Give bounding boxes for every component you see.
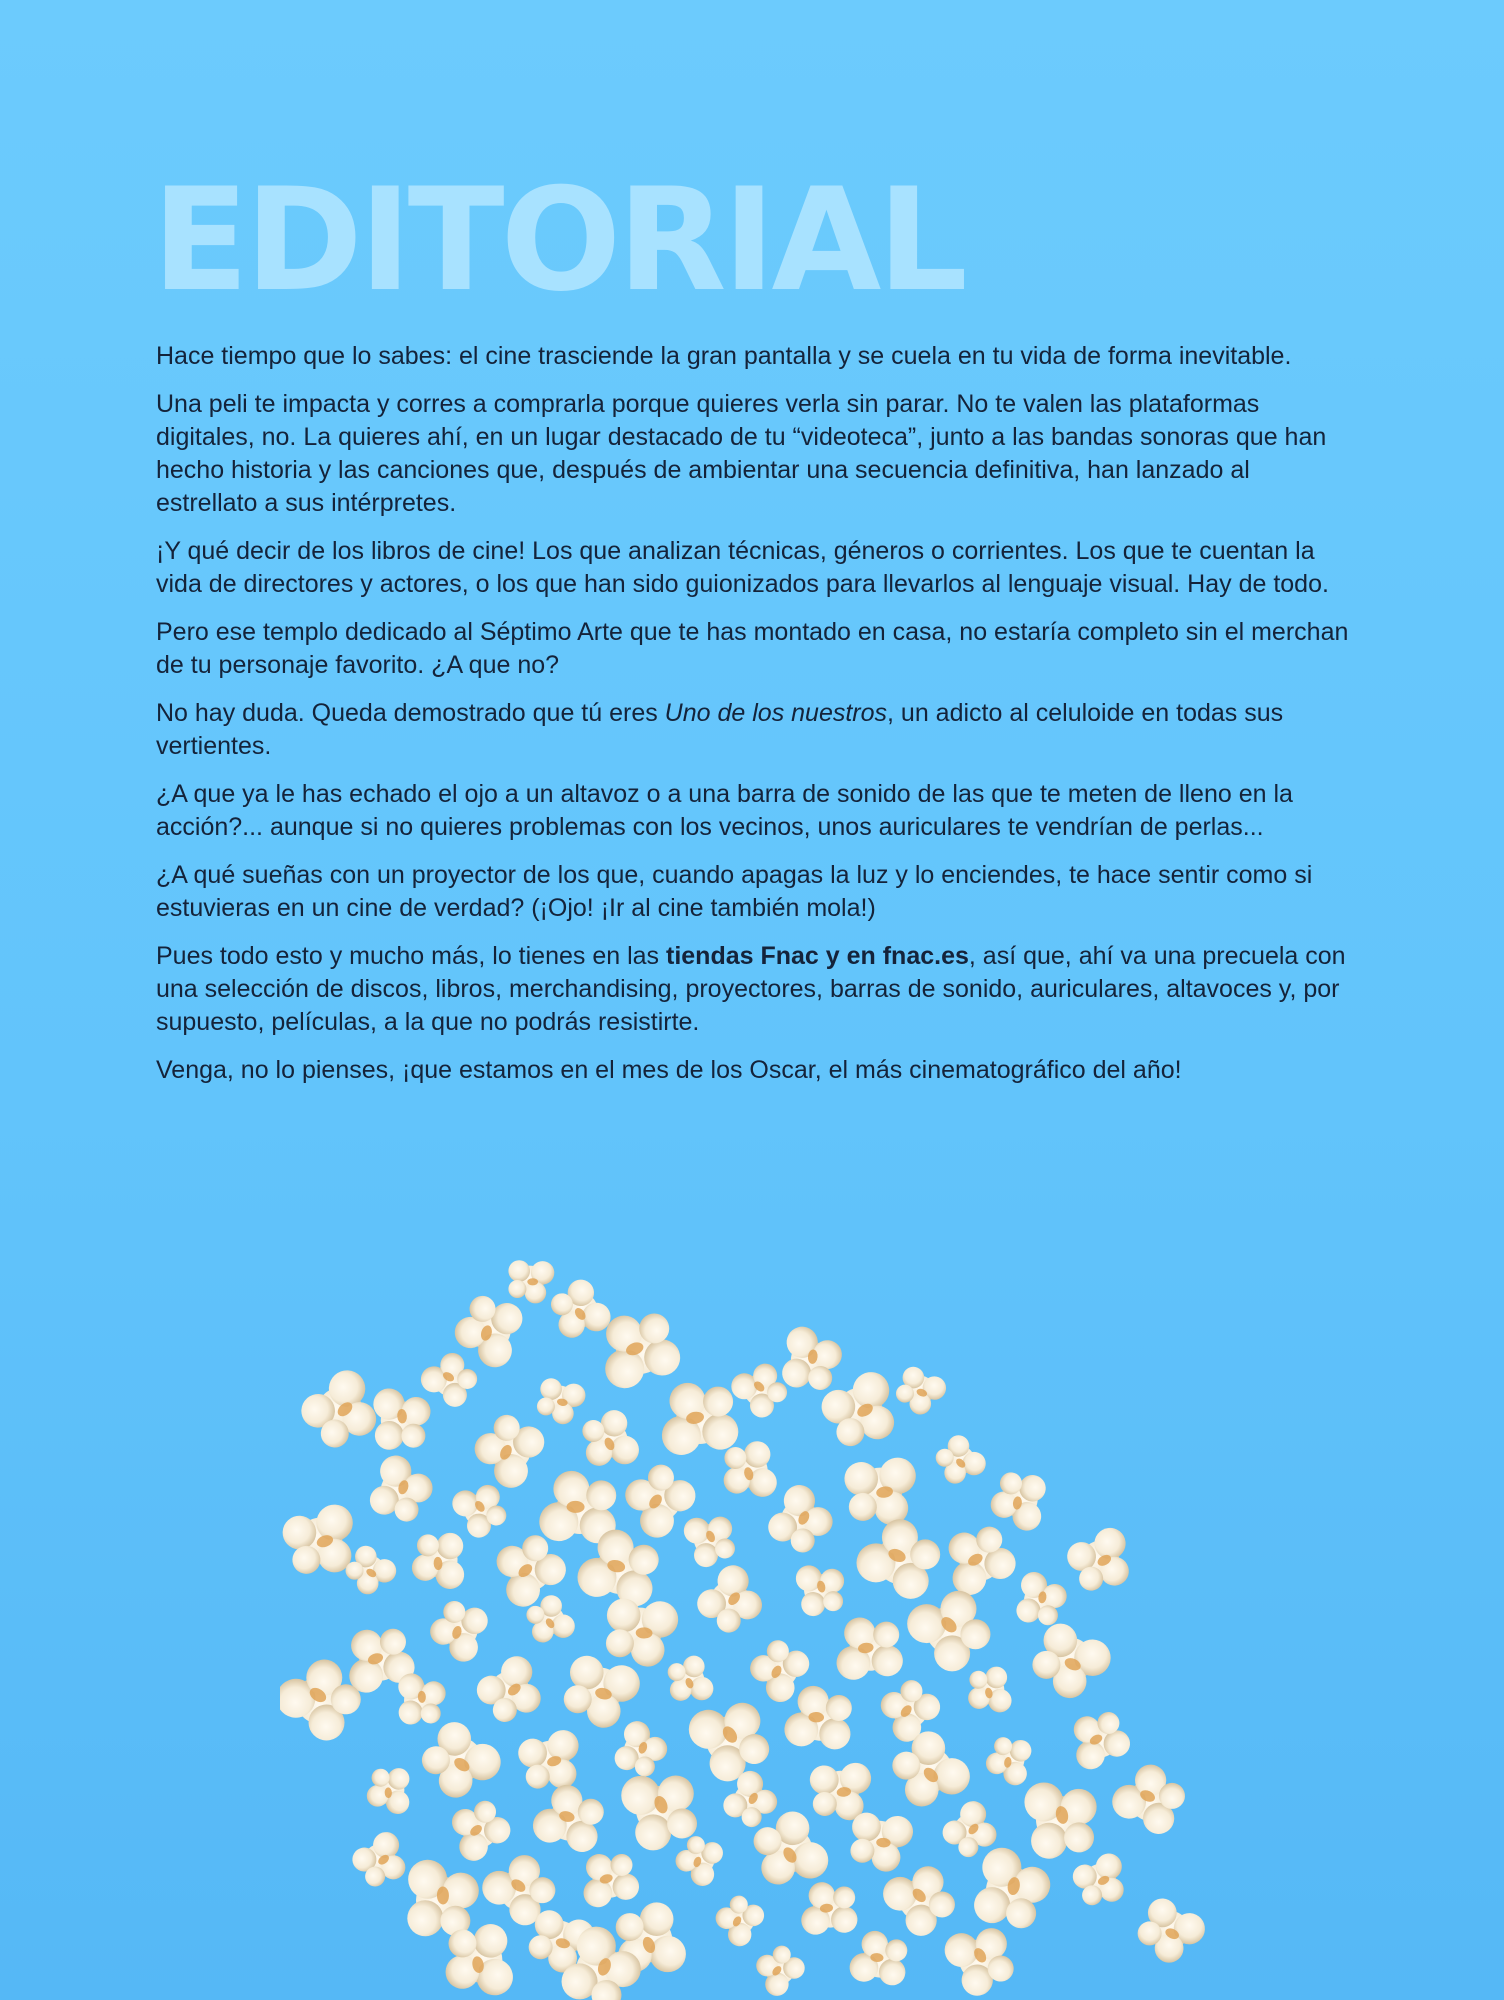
- popcorn-kernel: [464, 1407, 550, 1494]
- popcorn-kernel: [983, 1735, 1033, 1787]
- popcorn-kernel: [534, 1376, 587, 1427]
- popcorn-kernel: [670, 1832, 726, 1890]
- popcorn-kernel: [348, 1826, 418, 1895]
- popcorn-kernel: [725, 1353, 795, 1423]
- popcorn-kernel: [471, 1649, 555, 1732]
- popcorn-kernel: [781, 1325, 845, 1392]
- popcorn-kernel: [1130, 1894, 1210, 1973]
- popcorn-kernel: [707, 1889, 768, 1951]
- popcorn-kernel: [763, 1479, 843, 1560]
- popcorn-kernel: [539, 1470, 617, 1543]
- popcorn-image: [280, 1240, 1220, 2000]
- popcorn-kernel: [792, 1558, 851, 1619]
- paragraph: Hace tiempo que lo sabes: el cine trasciende la gran pantalla y se cuela en tu vida de forma inevitable.: [156, 342, 1292, 370]
- popcorn-kernel: [1106, 1755, 1192, 1840]
- popcorn-kernel: [797, 1879, 858, 1937]
- popcorn-kernel: [366, 1451, 439, 1526]
- popcorn-kernel: [679, 1505, 744, 1572]
- popcorn-kernel: [371, 1385, 434, 1451]
- popcorn-kernel: [605, 1598, 679, 1668]
- film-title: Uno de los nuestros: [664, 699, 888, 727]
- popcorn-kernel: [660, 1652, 718, 1712]
- popcorn-kernel: [783, 1684, 852, 1750]
- popcorn-kernel: [541, 1274, 617, 1351]
- popcorn-kernel: [962, 1664, 1014, 1718]
- paragraph: ¿A qué sueñas con un proyector de los que, cuando apagas la luz y lo enciendes, te hace sentir como si estuvieras en un cine de verdad? (¡Ojo! ¡Ir al cine también mola!): [156, 861, 1313, 922]
- store-highlight: tiendas Fnac y en fnac.es: [666, 942, 969, 970]
- popcorn-kernel: [397, 1672, 448, 1725]
- popcorn-kernel: [508, 1260, 554, 1303]
- popcorn-kernel: [831, 1612, 905, 1683]
- paragraph: [156, 697, 1356, 763]
- popcorn-kernel: [1069, 1848, 1136, 1914]
- popcorn-kernel: [653, 1375, 741, 1459]
- paragraph: Pero ese templo dedicado al Séptimo Arte que te has montado en casa, no estaría completo sin el merchan de tu personaje favorito. ¿A que no?: [156, 618, 1349, 679]
- popcorn-kernel: [691, 1558, 774, 1642]
- popcorn-kernel: [1060, 1702, 1134, 1775]
- popcorn-kernel: [410, 1532, 467, 1592]
- popcorn-kernel: [559, 1652, 644, 1734]
- text-span: Pues todo esto y mucho más, lo tienes en las: [156, 942, 666, 970]
- text-span: , así que, ahí va una precuela con una selección de discos, libros, merchandising, proyectores, barras de sonido, auriculares, altavoces y, por supuesto, películas, a la que no podrás resistirte.: [156, 942, 1346, 1036]
- popcorn-kernel: [1024, 1618, 1117, 1708]
- paragraph: Venga, no lo pienses, ¡que estamos en el mes de los Oscar, el más cinematográfico del año!: [156, 1056, 1182, 1084]
- page-title: EDITORIAL: [152, 158, 964, 323]
- popcorn-kernel: [529, 1779, 608, 1856]
- text-span: No hay duda. Queda demostrado que tú eres: [156, 699, 665, 727]
- popcorn-kernel: [850, 1508, 949, 1604]
- paragraph: ¿A que ya le has echado el ojo a un altavoz o a una barra de sonido de las que te meten de lleno en la acción?... aunque si no quieres problemas con los vecinos, unos auriculares te vendrían de perlas...: [156, 780, 1293, 841]
- popcorn-kernel: [514, 1725, 590, 1799]
- popcorn-kernel: [746, 1938, 809, 2000]
- popcorn-kernel: [573, 1845, 642, 1912]
- popcorn-kernel: [988, 1470, 1047, 1532]
- popcorn-kernel: [366, 1768, 411, 1815]
- text-span: , un adicto al celuloide en todas sus vertientes.: [156, 699, 1284, 760]
- popcorn-kernel: [1062, 1521, 1143, 1601]
- popcorn-kernel: [424, 1596, 492, 1666]
- popcorn-kernel: [891, 1364, 950, 1421]
- popcorn-kernel: [439, 1791, 516, 1867]
- popcorn-kernel: [848, 1929, 908, 1986]
- popcorn-kernel: [1019, 1772, 1105, 1862]
- paragraph: ¡Y qué decir de los libros de cine! Los que analizan técnicas, géneros o corrientes. Los que te cuentan la vida de directores y actores, o los que han sido guionizados para llevarlos al lenguaje visual. Hay de todo.: [156, 537, 1329, 598]
- popcorn-kernel: [406, 1859, 479, 1937]
- popcorn-kernel: [680, 1685, 782, 1789]
- paragraph: Una peli te impacta y corres a comprarla porque quieres verla sin parar. No te valen las plataformas digitales, no. La quieres ahí, en un lugar destacado de tu “videoteca”, junto a las bandas sonoras que han hecho historia y las canciones que, después de ambientar una secuencia definitiva, han lanzado al estrellato a sus intérpretes.: [156, 390, 1327, 517]
- popcorn-kernel: [1015, 1570, 1070, 1627]
- editorial-body: [156, 340, 1356, 1102]
- popcorn-kernel: [937, 1912, 1025, 2000]
- paragraph: [156, 940, 1356, 1039]
- popcorn-kernel: [412, 1715, 509, 1811]
- popcorn-kernel: [928, 1431, 991, 1494]
- popcorn-kernel: [611, 1717, 673, 1781]
- popcorn-kernel: [842, 1454, 923, 1532]
- popcorn-kernel: [849, 1812, 914, 1874]
- popcorn-kernel: [933, 1515, 1022, 1602]
- popcorn-kernel: [573, 1406, 645, 1480]
- popcorn-kernel: [280, 1645, 372, 1747]
